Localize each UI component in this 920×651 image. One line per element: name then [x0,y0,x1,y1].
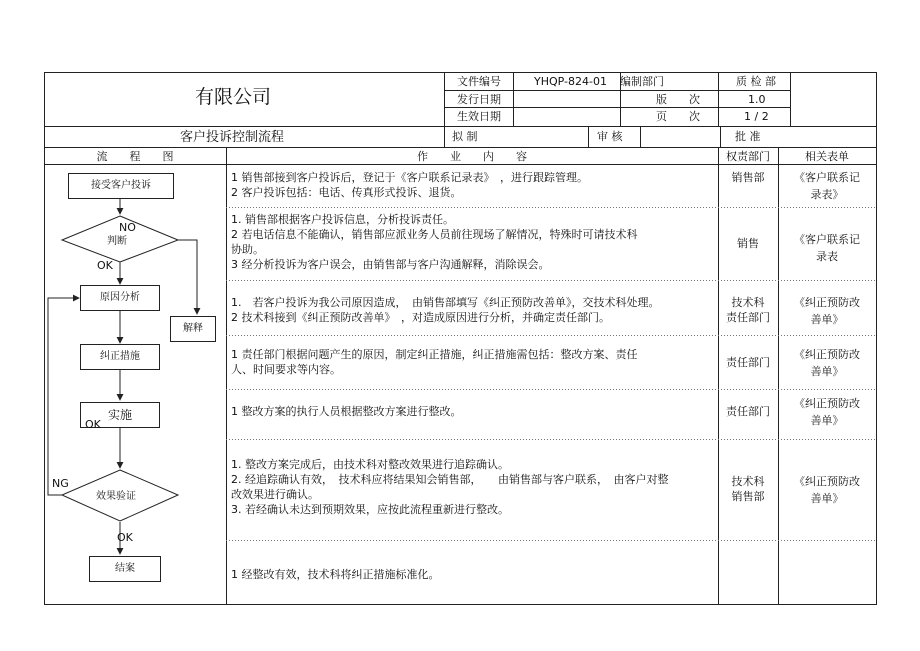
effective-date-label: 生效日期 [457,110,501,123]
work-line: 1. 销售部根据客户投诉信息，分析投诉责任。 [231,213,454,226]
related-form: 善单》 [810,313,844,326]
related-form: 善单》 [810,414,844,427]
file-no-label: 文件编号 [457,75,501,88]
column-header-responsible: 权责部门 [726,150,770,163]
review-label: 审 核 [597,130,623,143]
no-label: NO [119,221,136,234]
work-line: 改效果进行确认。 [231,488,319,501]
related-form: 《客户联系记 [794,233,860,246]
related-form: 善单》 [810,492,844,505]
arrow-ng-loop [48,298,79,495]
dept-value: 质 检 部 [736,75,776,88]
verify-label: 效果验证 [96,491,136,502]
column-header-flow: 流 程 图 [96,150,174,163]
ok-label-1: OK [97,259,113,272]
work-line: 3 经分析投诉为客户误会，由销售部与客户沟通解释，消除误会。 [231,258,550,271]
related-form: 《纠正预防改 [794,348,860,361]
responsible-dept: 责任部门 [726,356,770,369]
work-line: 1 经整改有效，技术科将纠正措施标准化。 [231,568,440,581]
version-label: 版 次 [656,93,700,106]
work-line: 协助。 [231,243,264,256]
column-header-forms: 相关表单 [805,150,849,163]
responsible-dept: 责任部门 [726,405,770,418]
responsible-dept: 责任部门 [726,311,770,324]
version-value: 1.0 [748,93,766,106]
arrow-judge-to-explain [178,240,197,314]
responsible-dept: 技术科 [731,475,765,488]
file-no-value: YHQP-824-01 [534,75,607,88]
work-line: 2. 经追踪确认有效， 技术科应将结果知会销售部， 由销售部与客户联系， 由客户对整 [231,473,669,486]
work-line: 2 若电话信息不能确认，销售部应派业务人员前往现场了解情况，特殊时可请技术科 [231,228,638,241]
work-line: 2 客户投诉包括：电话、传真形式投诉、退货。 [231,186,462,199]
work-line: 1 整改方案的执行人员根据整改方案进行整改。 [231,405,462,418]
receive-complaint-box: 接受客户投诉 [68,173,174,199]
work-line: 人、时间要求等内容。 [231,363,341,376]
document-title: 客户投诉控制流程 [180,130,285,145]
close-case-box: 结案 [89,556,161,582]
related-form: 《纠正预防改 [794,397,860,410]
issue-date-label: 发行日期 [457,93,501,106]
work-line: 1. 若客户投诉为我公司原因造成， 由销售部填写《纠正预防改善单》，交技术科处理。 [231,296,660,309]
related-form: 善单》 [810,365,844,378]
related-form: 《客户联系记 [794,171,860,184]
implement-box: 实施 [80,402,160,428]
cause-analysis-box: 原因分析 [80,285,160,311]
corrective-action-box: 纠正措施 [80,344,160,370]
related-form: 录表 [816,250,838,263]
company-name: 有限公司 [195,86,272,108]
related-form: 《纠正预防改 [794,296,860,309]
work-line: 1 销售部接到客户投诉后，登记于《客户联系记录表》 ，进行跟踪管理。 [231,171,588,184]
work-line: 2 技术科接到《纠正预防改善单》 ，对造成原因进行分析，并确定责任部门。 [231,311,610,324]
ng-label: NG [52,477,69,490]
page-value: 1 / 2 [744,110,769,123]
dept-label: 编制部门 [620,75,664,88]
explain-box: 解释 [170,316,216,342]
work-line: 3. 若经确认未达到预期效果，应按此流程重新进行整改。 [231,503,509,516]
work-line: 1. 整改方案完成后，由技术科对整改效果进行追踪确认。 [231,458,509,471]
ok-label-3: OK [117,531,133,544]
page-label: 页 次 [656,110,700,123]
responsible-dept: 销售部 [731,490,765,503]
judge-label: 判断 [107,236,127,247]
approve-label: 批 准 [735,130,761,143]
ok-label-2: OK [85,418,101,431]
related-form: 录表》 [810,188,844,201]
work-line: 1 责任部门根据问题产生的原因，制定纠正措施，纠正措施需包括：整改方案、责任 [231,348,638,361]
draft-label: 拟 制 [452,130,478,143]
responsible-dept: 销售部 [731,171,765,184]
related-form: 《纠正预防改 [794,475,860,488]
responsible-dept: 销售 [737,237,759,250]
column-header-work: 作 业 内 容 [417,150,527,163]
responsible-dept: 技术科 [731,296,765,309]
